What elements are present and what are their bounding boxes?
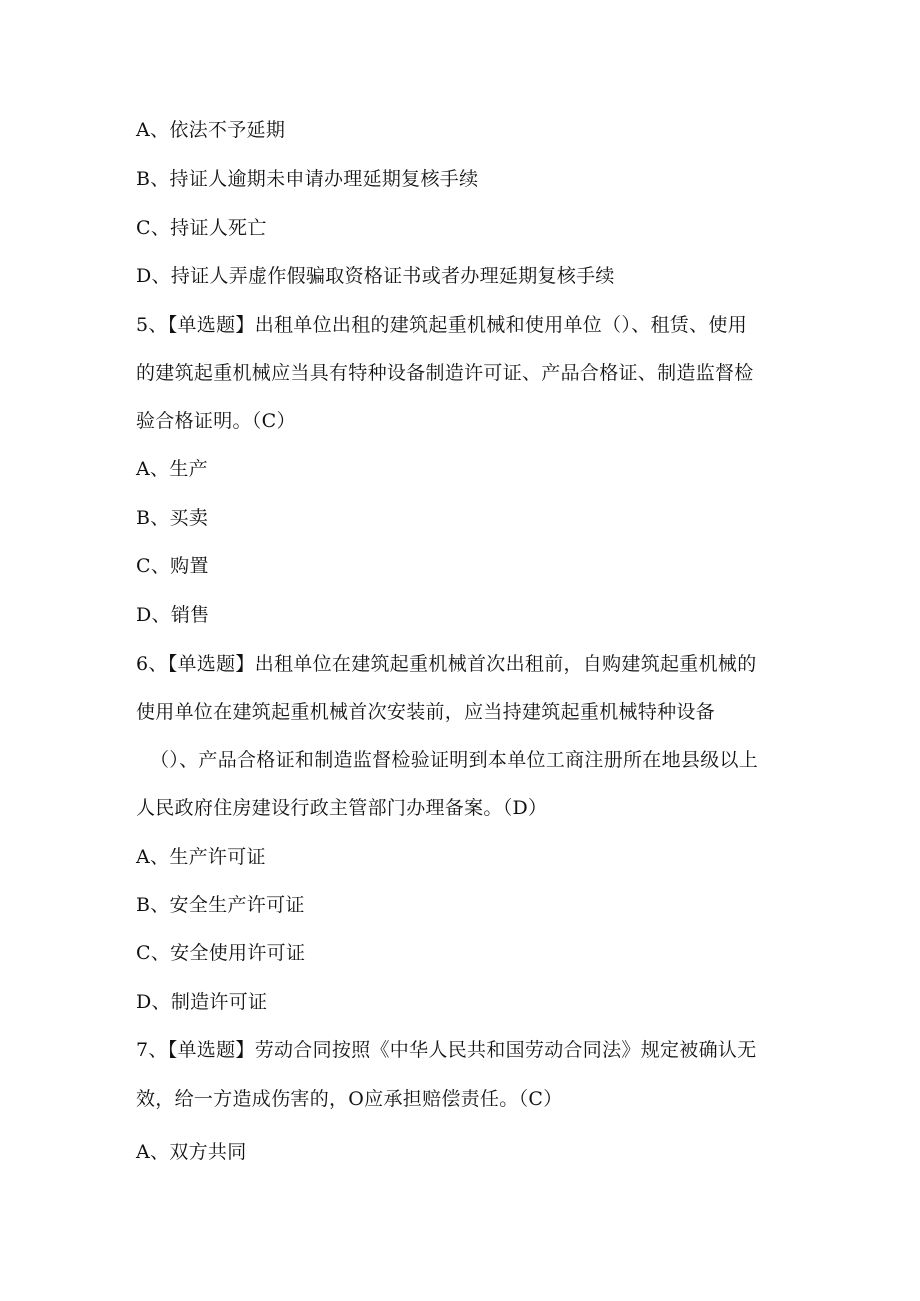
q5-stem-line-3: 验合格证明。（C） bbox=[136, 410, 296, 432]
q5-option-d: D、销售 bbox=[136, 604, 210, 626]
q6-option-b: B、安全生产许可证 bbox=[136, 894, 305, 916]
q5-stem-line-2: 的建筑起重机械应当具有特种设备制造许可证、产品合格证、制造监督检 bbox=[136, 362, 754, 384]
q5-option-a: A、生产 bbox=[136, 458, 208, 480]
q5-stem-line-1: 5、【单选题】出租单位出租的建筑起重机械和使用单位（）、租赁、使用 bbox=[136, 314, 747, 336]
q6-option-a: A、生产许可证 bbox=[136, 846, 266, 868]
q4-option-b: B、持证人逾期未申请办理延期复核手续 bbox=[136, 168, 479, 190]
q6-option-d: D、制造许可证 bbox=[136, 991, 268, 1013]
q5-option-b: B、买卖 bbox=[136, 507, 209, 529]
q6-stem-line-3: （）、产品合格证和制造监督检验证明到本单位工商注册所在地县级以上 bbox=[150, 749, 759, 771]
q4-option-d: D、持证人弄虚作假骗取资格证书或者办理延期复核手续 bbox=[136, 265, 615, 287]
q7-option-a: A、双方共同 bbox=[136, 1141, 247, 1163]
q7-stem-line-2: 效，给一方造成伤害的，O应承担赔偿责任。（C） bbox=[136, 1088, 563, 1110]
q6-stem-line-2: 使用单位在建筑起重机械首次安装前，应当持建筑起重机械特种设备 bbox=[136, 701, 716, 723]
q6-option-c: C、安全使用许可证 bbox=[136, 942, 306, 964]
q4-option-a: A、依法不予延期 bbox=[136, 119, 286, 141]
q6-stem-line-1: 6、【单选题】出租单位在建筑起重机械首次出租前，自购建筑起重机械的 bbox=[136, 653, 757, 675]
q6-stem-line-4: 人民政府住房建设行政主管部门办理备案。（D） bbox=[136, 797, 548, 819]
q5-option-c: C、购置 bbox=[136, 555, 209, 577]
q7-stem-line-1: 7、【单选题】劳动合同按照《中华人民共和国劳动合同法》规定被确认无 bbox=[136, 1039, 757, 1061]
q4-option-c: C、持证人死亡 bbox=[136, 217, 267, 239]
